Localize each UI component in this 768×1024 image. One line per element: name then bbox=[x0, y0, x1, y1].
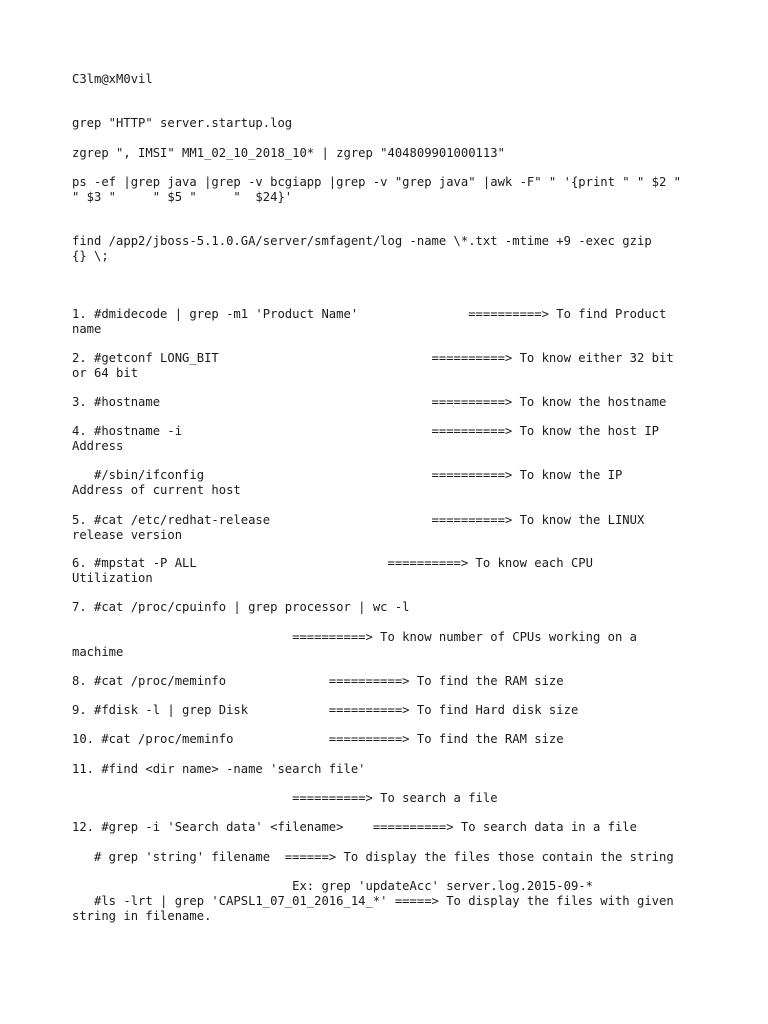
tip-12b-example: Ex: grep 'updateAcc' server.log.2015-09-* bbox=[72, 879, 593, 893]
tip-2-line1: 2. #getconf LONG_BIT ==========> To know either 32 bit bbox=[72, 351, 674, 365]
tip-6-line1: 6. #mpstat -P ALL ==========> To know each CPU bbox=[72, 556, 593, 570]
tip-5-line2: release version bbox=[72, 528, 183, 542]
tip-4-line1: 4. #hostname -i ==========> To know the host IP bbox=[72, 424, 659, 438]
tip-10: 10. #cat /proc/meminfo ==========> To find the RAM size bbox=[72, 732, 564, 746]
tip-1-line2: name bbox=[72, 322, 102, 336]
tip-12: 12. #grep -i 'Search data' <filename> ==========> To search data in a file bbox=[72, 820, 637, 834]
tip-2-line2: or 64 bit bbox=[72, 366, 139, 380]
tip-12c-line2: string in filename. bbox=[72, 909, 212, 923]
tip-7-line2: ==========> To know number of CPUs working on a bbox=[72, 630, 637, 644]
tip-12b: # grep 'string' filename ======> To display the files those contain the string bbox=[72, 850, 674, 864]
command-find-gzip-line1: find /app2/jboss-5.1.0.GA/server/smfagent/log -name \*.txt -mtime +9 -exec gzip bbox=[72, 234, 652, 248]
command-grep-http: grep "HTTP" server.startup.log bbox=[72, 116, 293, 130]
tip-4b-line1: #/sbin/ifconfig ==========> To know the IP bbox=[72, 468, 623, 482]
command-ps-awk-line2: " $3 " " $5 " " $24}' bbox=[72, 190, 293, 204]
command-zgrep-imsi: zgrep ", IMSI" MM1_02_10_2018_10* | zgrep "404809901000113" bbox=[72, 146, 505, 160]
tip-7-line3: machime bbox=[72, 645, 124, 659]
tip-12c-line1: #ls -lrt | grep 'CAPSL1_07_01_2016_14_*' =====> To display the files with given bbox=[72, 894, 674, 908]
command-ps-awk-line1: ps -ef |grep java |grep -v bcgiapp |grep -v "grep java" |awk -F" " '{print " " $2 " bbox=[72, 175, 682, 189]
tip-7-line1: 7. #cat /proc/cpuinfo | grep processor | wc -l bbox=[72, 600, 410, 614]
tip-11-line2: ==========> To search a file bbox=[72, 791, 498, 805]
tip-4b-line2: Address of current host bbox=[72, 483, 241, 497]
tip-3: 3. #hostname ==========> To know the hostname bbox=[72, 395, 667, 409]
tip-1-line1: 1. #dmidecode | grep -m1 'Product Name' ==========> To find Product bbox=[72, 307, 667, 321]
tip-4-line2: Address bbox=[72, 439, 124, 453]
command-find-gzip-line2: {} \; bbox=[72, 249, 109, 263]
tip-9: 9. #fdisk -l | grep Disk ==========> To find Hard disk size bbox=[72, 703, 579, 717]
header-id: C3lm@xM0vil bbox=[72, 72, 153, 86]
tip-5-line1: 5. #cat /etc/redhat-release ==========> To know the LINUX bbox=[72, 513, 645, 527]
tip-6-line2: Utilization bbox=[72, 571, 153, 585]
tip-11-line1: 11. #find <dir name> -name 'search file' bbox=[72, 762, 366, 776]
tip-8: 8. #cat /proc/meminfo ==========> To find the RAM size bbox=[72, 674, 564, 688]
